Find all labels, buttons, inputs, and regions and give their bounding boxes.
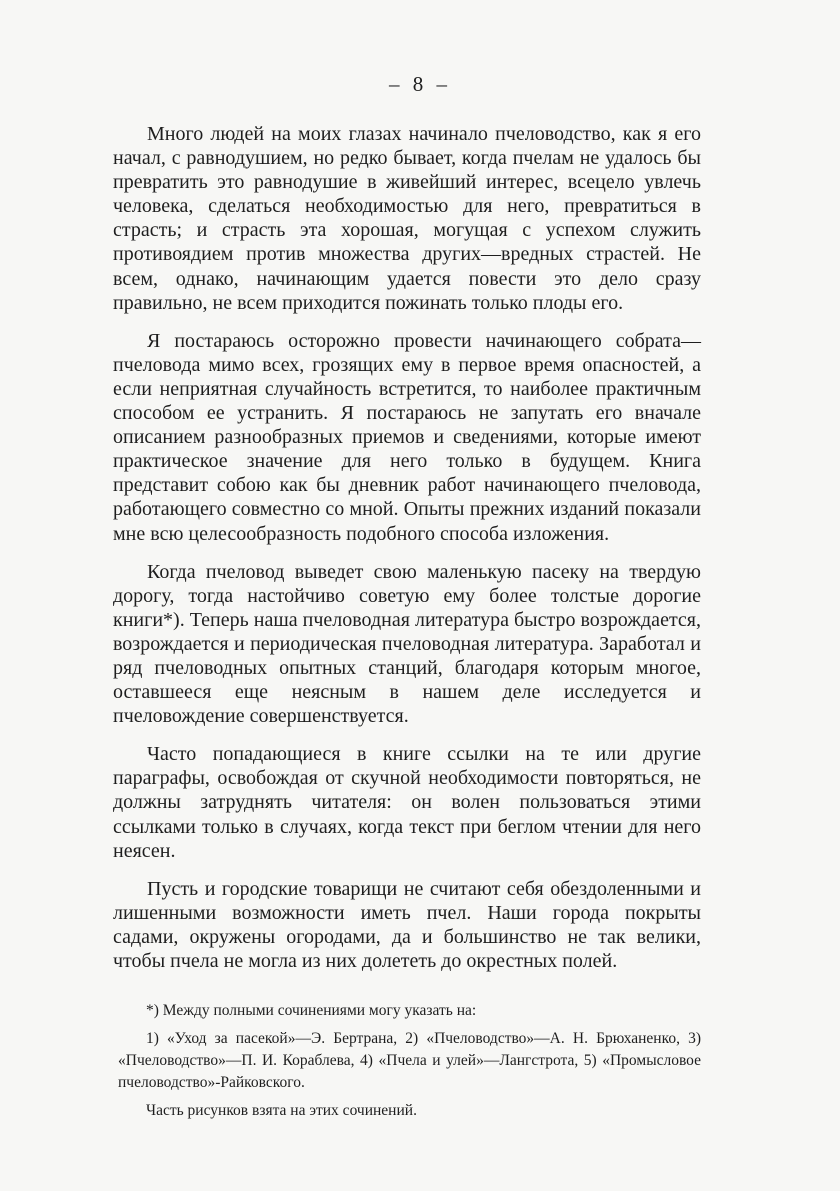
- paragraph: Пусть и городские товарищи не считают себя обездоленными и лишенными возможности иметь пчел. Наши города покрыты садами, окружены огородами, да и большинство не так велики, чтобы пчела не могла из них долететь до окрестных полей.: [113, 877, 701, 972]
- page-number: – 8 –: [389, 72, 451, 96]
- paragraph: Часто попадающиеся в книге ссылки на те или другие параграфы, освобождая от скучной необходимости повторяться, не должны затруднять читателя: он волен пользоваться этими ссылками только в случаях, когда текст при беглом чтении для него неясен.: [113, 743, 701, 862]
- footnote: Часть рисунков взята на этих сочинений.: [146, 1102, 417, 1119]
- paragraph: Когда пчеловод выведет свою маленькую пасеку на твердую дорогу, тогда настойчиво советую ему более толстые дорогие книги*). Теперь наша пчеловодная литература быстро возрождается, возрождается и периодическая пчеловодная литература. Заработал и ряд пчеловодных опытных станций, благодаря которым многое, оставшееся еще неясным в нашем деле исследуется и пчеловождение совершенствуется.: [113, 560, 701, 728]
- footnotes: [118, 1000, 701, 1128]
- body-text: [113, 122, 701, 987]
- paragraph: Много людей на моих глазах начинало пчеловодство, как я его начал, с равнодушием, но редко бывает, когда пчелам не удалось бы превратить это равнодушие в живейший интерес, всецело увлечь человека, сделаться необходимостью для него, превратиться в страсть; и страсть эта хорошая, могущая с успехом служить противоядием против множества других—вредных страстей. Не всем, однако, начинающим удается повести это дело сразу правильно, не всем приходится пожинать только плоды его.: [113, 123, 701, 314]
- footnote: 1) «Уход за пасекой»—Э. Бертрана, 2) «Пчеловодство»—А. Н. Брюханенко, 3) «Пчеловодство»—П. И. Кораблева, 4) «Пчела и улей»—Лангстрота, 5) «Промысловое пчеловодство»-Райковского.: [118, 1030, 701, 1091]
- footnote: *) Между полными сочинениями могу указать на:: [146, 1002, 477, 1019]
- paragraph: Я постараюсь осторожно провести начинающего собрата—пчеловода мимо всех, грозящих ему в первое время опасностей, а если неприятная случайность встретится, то наиболее практичным способом ее устранить. Я постараюсь не запутать его вначале описанием разнообразных приемов и сведениями, которые имеют практическое значение для него только в будущем. Книга представит собою как бы дневник работ начинающего пчеловода, работающего совместно со мной. Опыты прежних изданий показали мне всю целесообразность подобного способа изложения.: [113, 329, 701, 545]
